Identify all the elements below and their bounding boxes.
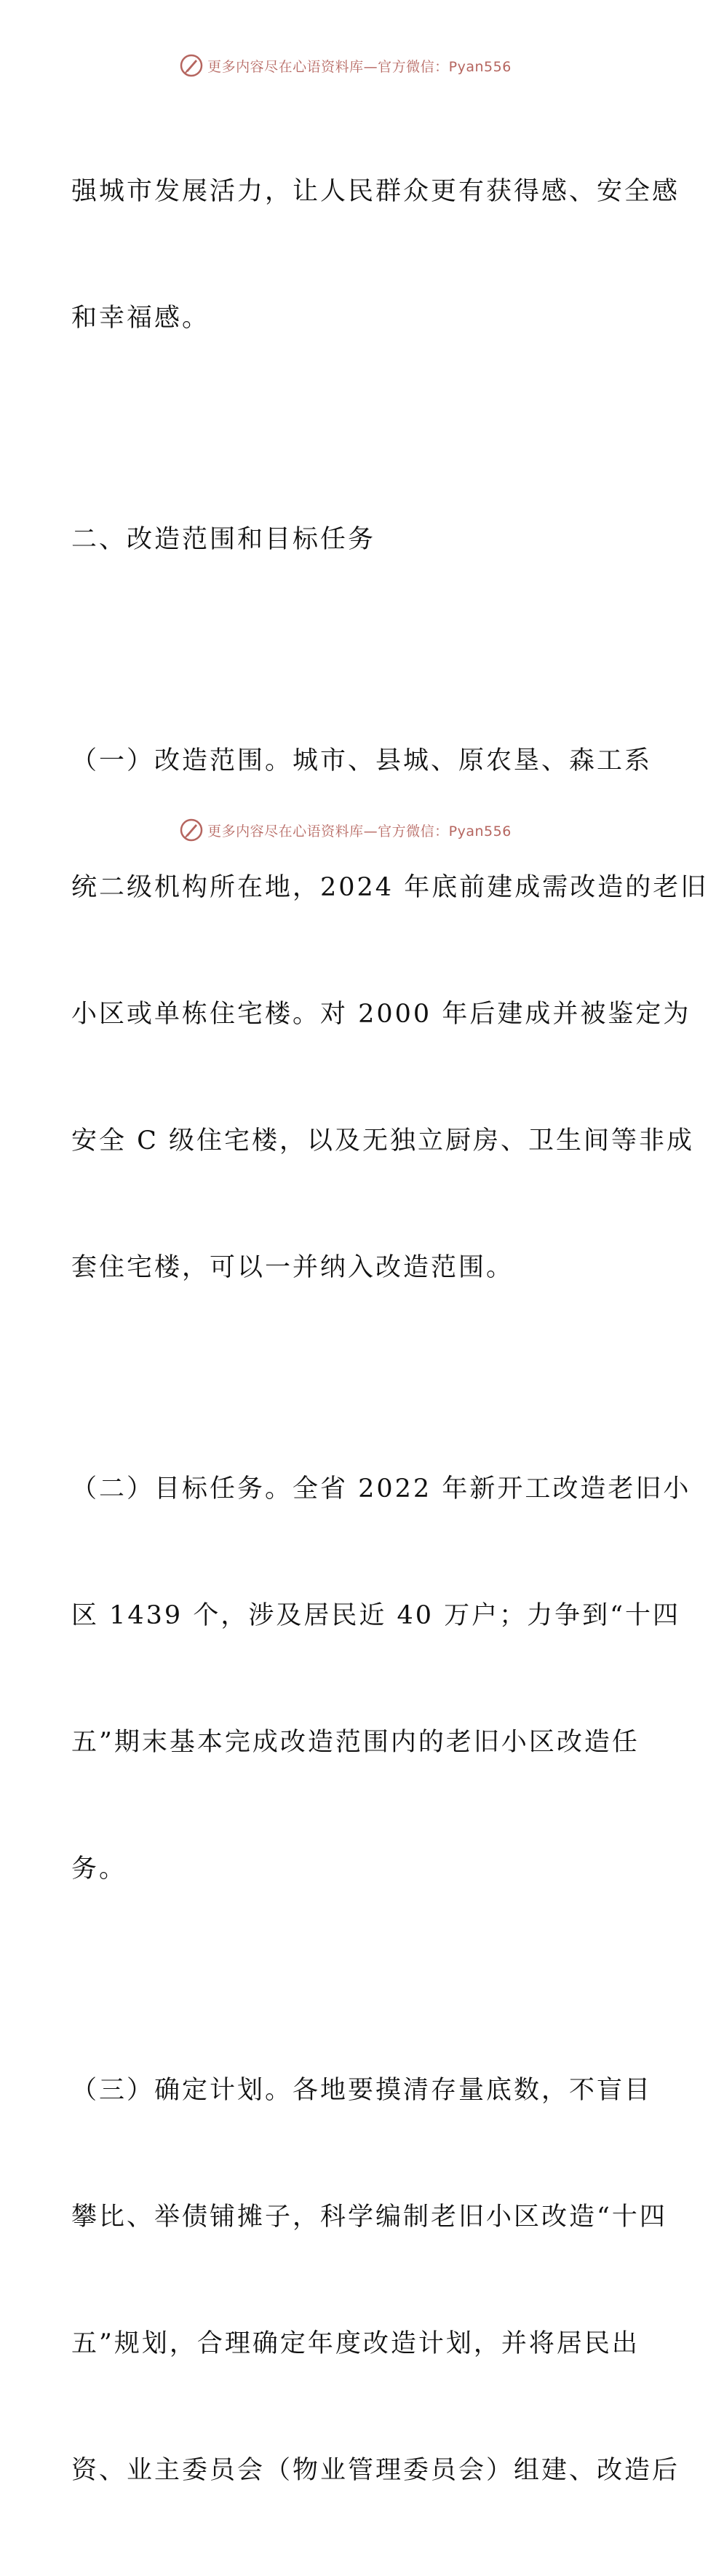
footer-watermark <box>0 818 691 842</box>
text-line: 区 1439 个，涉及居民近 40 万户；力争到“十四 <box>71 1601 681 1630</box>
text-line: 五”期末基本完成改造范围内的老旧小区改造任 <box>71 1728 640 1757</box>
text-line: 小区或单栋住宅楼。对 2000 年后建成并被鉴定为 <box>71 1000 691 1029</box>
paragraph-plan <box>71 1985 680 2576</box>
paragraph-targets <box>71 1383 691 1975</box>
text-line: 务。 <box>71 1854 127 1884</box>
text-line: （二）目标任务。全省 2022 年新开工改造老旧小 <box>71 1474 691 1504</box>
paragraph-scope <box>71 655 708 1373</box>
watermark-text: 更多内容尽在心语资料库—官方微信：Pyan556 <box>207 823 512 839</box>
text-line: 套住宅楼，可以一并纳入改造范围。 <box>71 1253 514 1282</box>
text-line: （一）改造范围。城市、县城、原农垦、森工系 <box>71 746 653 775</box>
quill-logo-icon <box>180 54 203 77</box>
text-line: 统二级机构所在地，2024 年底前建成需改造的老旧 <box>71 873 708 902</box>
paragraph-intro <box>71 86 680 424</box>
text-line: 安全 C 级住宅楼，以及无独立厨房、卫生间等非成 <box>71 1126 695 1155</box>
watermark-text: 更多内容尽在心语资料库—官方微信：Pyan556 <box>207 58 512 75</box>
header-watermark <box>0 54 691 77</box>
text-line: 和幸福感。 <box>71 304 210 333</box>
section-heading <box>71 434 624 645</box>
quill-logo-icon <box>180 818 203 842</box>
text-line: （三）确定计划。各地要摸清存量底数，不盲目 <box>71 2076 653 2105</box>
heading-line: 二、改造范围和目标任务 <box>71 525 376 554</box>
text-line: 五”规划，合理确定年度改造计划，并将居民出 <box>71 2329 640 2358</box>
text-line: 资、业主委员会（物业管理委员会）组建、改造后 <box>71 2456 680 2485</box>
document-body <box>71 86 708 2576</box>
text-line: 强城市发展活力，让人民群众更有获得感、安全感 <box>71 177 680 206</box>
text-line: 攀比、举债铺摊子，科学编制老旧小区改造“十四 <box>71 2202 667 2232</box>
